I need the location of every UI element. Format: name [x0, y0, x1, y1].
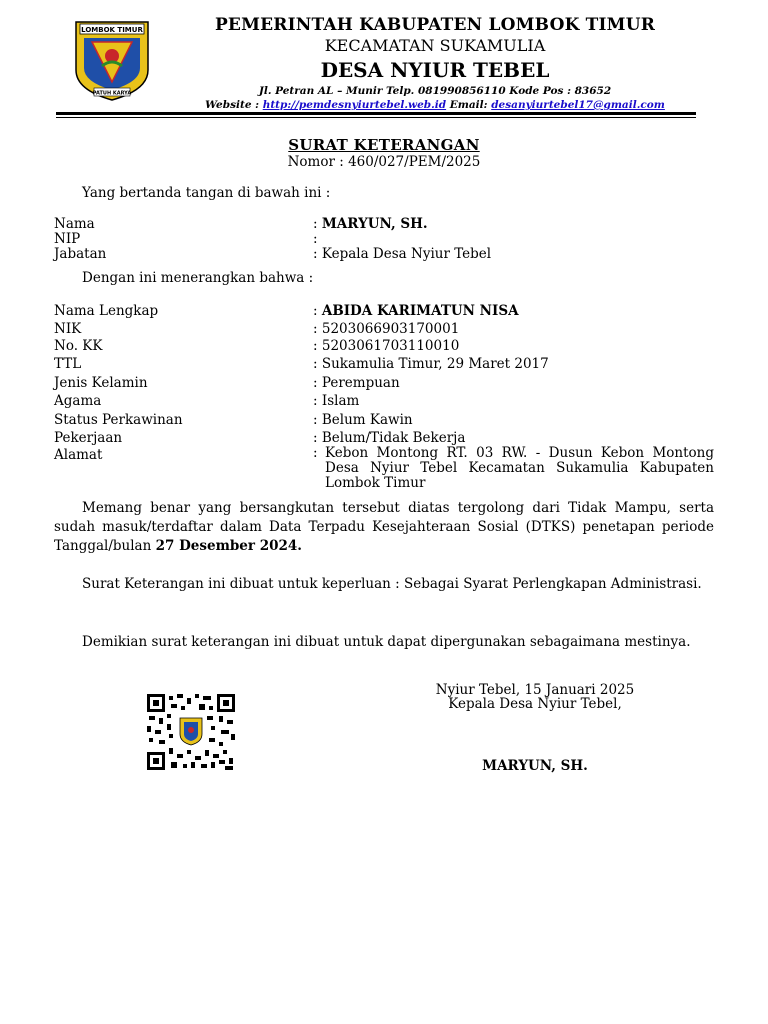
village-name: DESA NYIUR TEBEL [320, 58, 550, 82]
signer-position-label: Jabatan [54, 246, 107, 262]
signature-position: Kepala Desa Nyiur Tebel, [448, 696, 622, 712]
website-link[interactable]: http://pemdesnyiurtebel.web.id [262, 99, 447, 111]
logo-text: LOMBOK TIMUR [81, 26, 143, 34]
header-divider-thin [56, 117, 696, 118]
subject-religion-value: : Islam [313, 393, 360, 409]
subject-name-label: Nama Lengkap [54, 303, 159, 319]
government-name: PEMERINTAH KABUPATEN LOMBOK TIMUR [214, 15, 656, 35]
subject-occupation-value: : Belum/Tidak Bekerja [313, 430, 466, 446]
statement-text: Dengan ini menerangkan bahwa : [82, 270, 314, 286]
subject-nik-value: : 5203066903170001 [313, 321, 460, 337]
letter-title: SURAT KETERANGAN [288, 136, 480, 154]
subject-marital-label: Status Perkawinan [54, 412, 183, 428]
subject-kk-label: No. KK [54, 338, 103, 354]
subject-address-value: : Kebon Montong RT. 03 RW. - Dusun Kebon Montong Desa Nyiur Tebel Kecamatan Sukamulia Kabupaten Lombok Timur [313, 445, 714, 491]
subject-ttl-label: TTL [54, 356, 82, 372]
subject-address-label: Alamat [54, 447, 103, 463]
email-label: Email: [449, 99, 488, 111]
paragraph-status: Memang benar yang bersangkutan tersebut diatas tergolong dari Tidak Mampu, serta sudah masuk/terdaftar dalam Data Terpadu Kesejahteraan Sosial (DTKS) penetapan periode Tanggal/bulan 27 Desember 2024. [54, 500, 714, 554]
subject-gender-label: Jenis Kelamin [54, 375, 148, 391]
subject-ttl-value: : Sukamulia Timur, 29 Maret 2017 [313, 356, 549, 372]
regency-logo [72, 18, 152, 102]
village-address: Jl. Petran AL – Munir Telp. 081990856110 Kode Pos : 83652 [258, 85, 612, 97]
logo-motto: PATUH KARYA [92, 90, 132, 97]
letter-number: Nomor : 460/027/PEM/2025 [287, 154, 481, 170]
paragraph-purpose: Surat Keterangan ini dibuat untuk keperluan : Sebagai Syarat Perlengkapan Administrasi. [82, 576, 702, 592]
signature-place-date: Nyiur Tebel, 15 Januari 2025 [435, 682, 635, 698]
district-name: KECAMATAN SUKAMULIA [324, 36, 546, 55]
contact-line [160, 98, 710, 112]
website-label: Website : [205, 99, 260, 111]
intro-text: Yang bertanda tangan di bawah ini : [82, 185, 331, 201]
signature-name: MARYUN, SH. [482, 758, 588, 774]
email-link[interactable]: desanyiurtebel17@gmail.com [491, 99, 665, 111]
subject-marital-value: : Belum Kawin [313, 412, 413, 428]
subject-religion-label: Agama [54, 393, 102, 409]
subject-occupation-label: Pekerjaan [54, 430, 123, 446]
signer-nip-value: : [313, 231, 318, 247]
qr-code [147, 694, 235, 770]
subject-gender-value: : Perempuan [313, 375, 400, 391]
signer-name-label: Nama [54, 216, 95, 232]
subject-nik-label: NIK [54, 321, 82, 337]
subject-name-value: : ABIDA KARIMATUN NISA [313, 303, 519, 319]
letterhead [160, 14, 710, 112]
header-divider-thick [56, 112, 696, 115]
subject-kk-value: : 5203061703110010 [313, 338, 460, 354]
signer-position-value: : Kepala Desa Nyiur Tebel [313, 246, 492, 262]
signer-nip-label: NIP [54, 231, 81, 247]
signer-name-value: : MARYUN, SH. [313, 216, 428, 232]
paragraph-closing: Demikian surat keterangan ini dibuat untuk dapat dipergunakan sebagaimana mestinya. [82, 634, 691, 650]
